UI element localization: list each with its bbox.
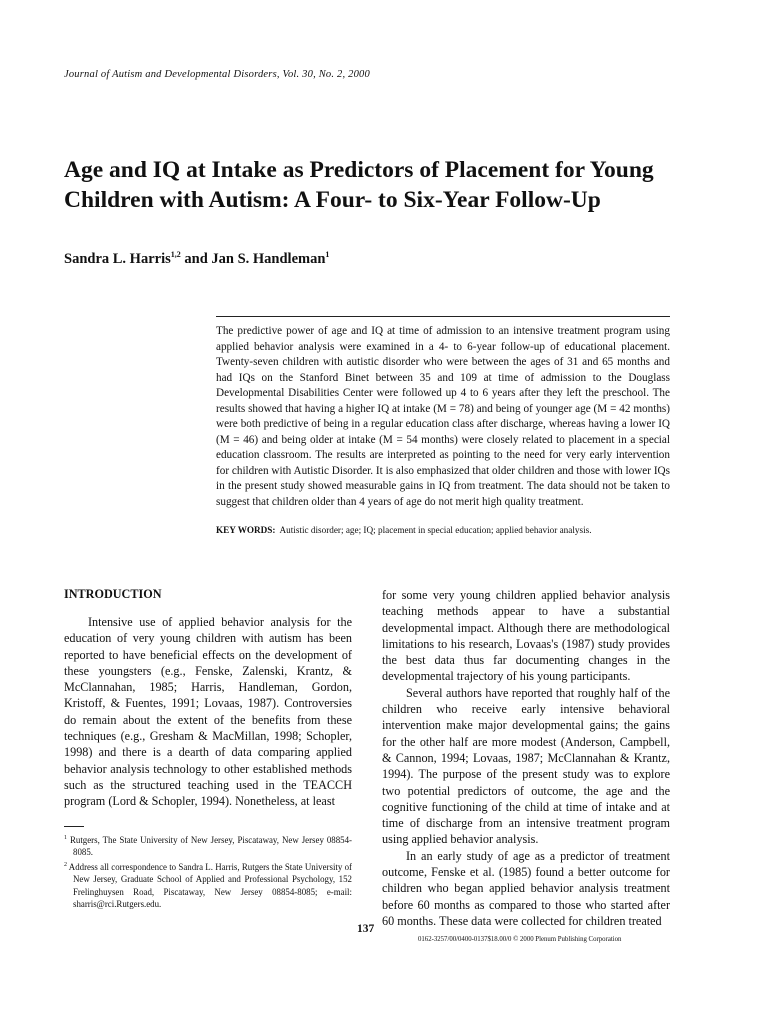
author-name-1: Sandra L. Harris — [64, 250, 171, 267]
abstract: The predictive power of age and IQ at time of admission to an intensive treatment program using applied behavior analysis were examined in a 4- to 6-year follow-up of educational placement. Twenty-seven children with autistic disorder who were between the ages of 31 and 65 months and had IQs on the Stanford Binet between 35 and 109 at time of admission to the Douglass Developmental Disabilities Center were followed up 4 to 6 years after they left the preschool. The results showed that having a higher IQ at intake (M = 78) and being of younger age (M = 42 months) were both predictive of being in a regular education class after discharge, whereas having a lower IQ (M = 46) and being older at intake (M = 54 months) were closely related to placement in a special education classroom. The results are interpreted as pointing to the need for very early intervention for children with Autistic Disorder. It is also emphasized that older children and those with lower IQs in the present study showed measurable gains in IQ from treatment. The data should not be taken to suggest that children older than 4 years of age do not merit high quality treatment. — [216, 325, 670, 508]
author-name-2: Jan S. Handleman — [211, 250, 326, 267]
right-column — [382, 587, 670, 929]
paragraph: Intensive use of applied behavior analysis for the education of very young children with autism has been reported to have beneficial effects on the development of these youngsters (e.g., Fenske, Zalenski, Krantz, & McClannahan, 1985; Harris, Handleman, Gordon, Kristoff, & Fuentes, 1991; Lovaas, 1987). Controversies do remain about the extent of the benefits from these techniques (e.g., Gresham & MacMillan, 1998; Schopler, 1998) and there is a dearth of data comparing applied behavior analysis technology to other established methods such as the structured teaching used in the TEACCH program (Lord & Schopler, 1994). Nonetheless, at least — [64, 615, 352, 809]
keywords-label: KEY WORDS: — [216, 525, 276, 535]
footnote-mark: 1 — [64, 835, 67, 841]
copyright-line: 0162-3257/00/0400-0137$18.00/0 © 2000 Plenum Publishing Corporation — [418, 936, 622, 943]
author-affil-1: 1,2 — [170, 250, 181, 259]
paragraph: Several authors have reported that roughly half of the children who receive early intensive behavioral intervention make major developmental gains; the gains for the other half are more modest (Anderson, Campbell, & Cannon, 1994; Lovaas, 1987; McClannahan & Krantz, 1994). The purpose of the present study was to explore two potential predictors of outcome, the age and the cognitive functioning of the child at time of intake and at time of discharge from an intensive treatment program using applied behavior analysis. — [382, 685, 670, 847]
paragraph: In an early study of age as a predictor of treatment outcome, Fenske et al. (1985) found a better outcome for children who began applied behavior analysis treatment before 60 months as compared to those who started after 60 months. These data were collected for children treated — [382, 848, 670, 928]
footnote-mark: 2 — [64, 861, 67, 868]
author-line — [64, 250, 329, 268]
keywords — [216, 524, 670, 537]
author-affil-2: 1 — [325, 250, 330, 259]
journal-citation: Journal of Autism and Developmental Disorders, Vol. 30, No. 2, 2000 — [64, 69, 370, 80]
keywords-text: Autistic disorder; age; IQ; placement in special education; applied behavior analysis. — [279, 525, 592, 535]
footnote-text: Rutgers, The State University of New Jersey, Piscataway, New Jersey 08854-8085. — [69, 834, 353, 858]
abstract-top-rule — [216, 316, 670, 317]
footnote-rule — [64, 826, 84, 827]
page-number: 137 — [357, 923, 375, 935]
footnote-text: Address all correspondence to Sandra L. Harris, Rutgers the State University of New Jersey, Graduate School of Applied and Professional Psychology, 152 Frelinghuysen Road, Piscataway, New Jersey 08854-8085; e-mail: sharris@rci.Rutgers.edu. — [68, 861, 352, 909]
footnotes — [64, 832, 352, 910]
left-column — [64, 614, 352, 810]
paragraph: for some very young children applied behavior analysis teaching methods appear to have a substantial developmental impact. Although there are methodological limitations to his research, Lovaas's (1987) study provides the best data thus far documenting changes in the developmental trajectory of his young participants. — [382, 588, 670, 684]
author-joiner: and — [180, 250, 212, 267]
article-title: Age and IQ at Intake as Predictors of Placement for Young Children with Autism: A Four- to Six-Year Follow-Up — [64, 157, 654, 213]
section-heading-introduction: INTRODUCTION — [64, 587, 162, 601]
footnote-2 — [64, 859, 352, 911]
footnote-1 — [64, 832, 352, 859]
